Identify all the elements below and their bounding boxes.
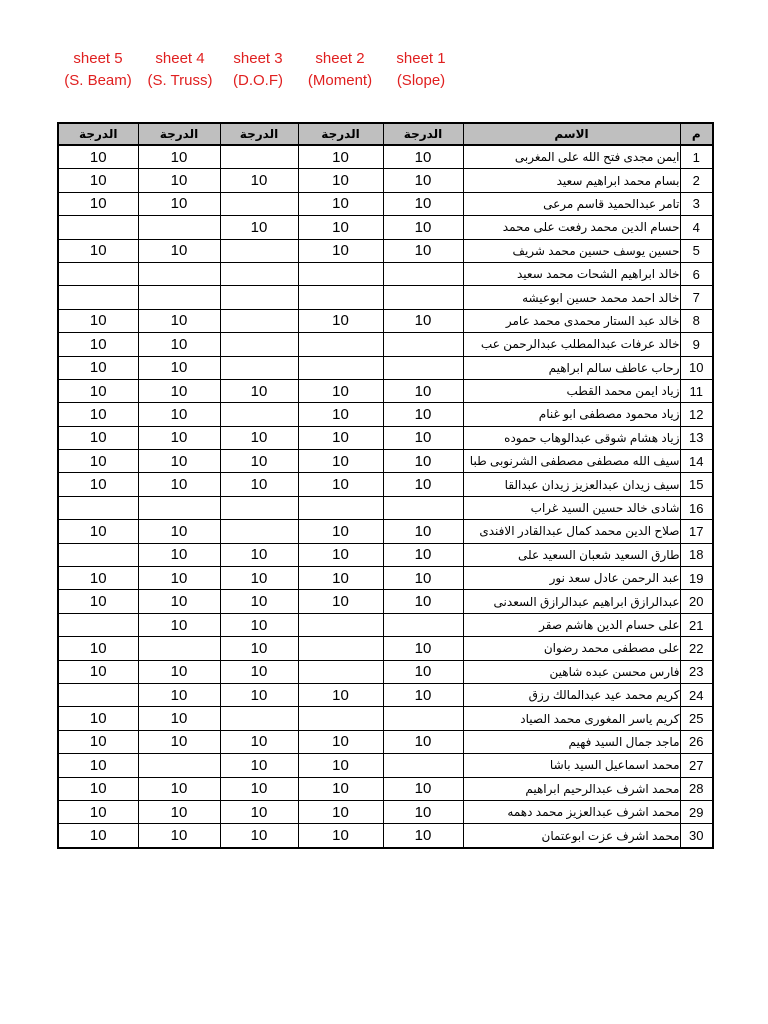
header-grade-sheet4: الدرجة [138, 123, 220, 145]
student-name-cell: محمد اشرف عبدالعزيز محمد دهمه [463, 800, 680, 823]
grade-sheet4-cell [138, 216, 220, 239]
grade-sheet3-cell: 10 [220, 754, 298, 777]
grade-sheet5-cell: 10 [58, 824, 138, 848]
table-row [58, 730, 713, 753]
grade-sheet3-cell: 10 [220, 637, 298, 660]
grade-sheet3-cell [220, 707, 298, 730]
grade-sheet4-cell: 10 [138, 379, 220, 402]
student-name-cell: كريم ياسر المغورى محمد الصياد [463, 707, 680, 730]
grade-sheet2-cell: 10 [298, 683, 383, 706]
grade-sheet5-cell: 10 [58, 403, 138, 426]
student-name-cell: سيف الله مصطفى مصطفى الشرنوبى طبا [463, 450, 680, 473]
grade-sheet5-cell: 10 [58, 356, 138, 379]
grade-sheet2-cell [298, 613, 383, 636]
grade-sheet1-cell [383, 356, 463, 379]
sheet-label-1 [381, 48, 461, 92]
grade-sheet3-cell [220, 192, 298, 215]
grade-sheet3-cell: 10 [220, 683, 298, 706]
row-number-cell: 26 [680, 730, 713, 753]
grade-sheet4-cell [138, 262, 220, 285]
grade-sheet4-cell: 10 [138, 660, 220, 683]
student-name-cell: كريم محمد عيد عبدالمالك رزق [463, 683, 680, 706]
grade-sheet2-cell: 10 [298, 239, 383, 262]
sheet-name: sheet 1 [396, 50, 446, 67]
table-row [58, 683, 713, 706]
grade-sheet3-cell [220, 496, 298, 519]
sheet-label-3 [218, 48, 298, 92]
row-number-cell: 23 [680, 660, 713, 683]
grade-sheet3-cell: 10 [220, 473, 298, 496]
student-name-cell: صلاح الدين محمد كمال عبدالقادر الافندى [463, 520, 680, 543]
grade-sheet3-cell [220, 520, 298, 543]
grade-sheet1-cell: 10 [383, 824, 463, 848]
student-name-cell: سيف زيدان عبدالعزيز زيدان عبدالقا [463, 473, 680, 496]
grade-sheet3-cell: 10 [220, 660, 298, 683]
table-row [58, 426, 713, 449]
grade-sheet2-cell [298, 333, 383, 356]
grade-sheet4-cell: 10 [138, 145, 220, 169]
grade-sheet3-cell: 10 [220, 567, 298, 590]
grade-sheet3-cell [220, 286, 298, 309]
row-number-cell: 11 [680, 379, 713, 402]
table-row [58, 216, 713, 239]
grade-sheet5-cell: 10 [58, 637, 138, 660]
grade-sheet5-cell: 10 [58, 379, 138, 402]
grade-sheet1-cell [383, 496, 463, 519]
sheet-topic: (Slope) [396, 72, 446, 89]
student-name-cell: عبد الرحمن عادل سعد نور [463, 567, 680, 590]
grade-sheet5-cell [58, 543, 138, 566]
grade-sheet1-cell [383, 754, 463, 777]
grade-sheet1-cell: 10 [383, 169, 463, 192]
grade-sheet5-cell: 10 [58, 473, 138, 496]
sheet-topic: (S. Truss) [147, 72, 213, 89]
row-number-cell: 6 [680, 262, 713, 285]
grade-sheet3-cell: 10 [220, 426, 298, 449]
grade-sheet4-cell: 10 [138, 309, 220, 332]
student-name-cell: على مصطفى محمد رضوان [463, 637, 680, 660]
sheet-name: sheet 5 [73, 50, 123, 67]
grade-sheet3-cell: 10 [220, 379, 298, 402]
table-row [58, 473, 713, 496]
grade-sheet5-cell: 10 [58, 707, 138, 730]
grade-sheet4-cell: 10 [138, 543, 220, 566]
table-row [58, 169, 713, 192]
student-name-cell: محمد اشرف عبدالرحيم ابراهيم [463, 777, 680, 800]
grade-sheet1-cell: 10 [383, 145, 463, 169]
row-number-cell: 27 [680, 754, 713, 777]
grade-sheet3-cell: 10 [220, 777, 298, 800]
grade-sheet3-cell: 10 [220, 800, 298, 823]
header-row [58, 123, 713, 145]
grade-sheet1-cell [383, 707, 463, 730]
grade-sheet4-cell: 10 [138, 824, 220, 848]
grade-sheet2-cell [298, 356, 383, 379]
grade-sheet2-cell [298, 496, 383, 519]
grade-sheet4-cell [138, 496, 220, 519]
grade-sheet1-cell: 10 [383, 473, 463, 496]
header-grade-sheet3: الدرجة [220, 123, 298, 145]
table-row [58, 567, 713, 590]
row-number-cell: 20 [680, 590, 713, 613]
grade-sheet1-cell: 10 [383, 590, 463, 613]
sheet-label-5 [58, 48, 138, 92]
row-number-cell: 9 [680, 333, 713, 356]
table-row [58, 777, 713, 800]
table-row [58, 707, 713, 730]
grade-sheet3-cell [220, 309, 298, 332]
student-name-cell: خالد احمد محمد حسين ابوعيشه [463, 286, 680, 309]
sheet-label-2 [299, 48, 381, 92]
grade-sheet3-cell: 10 [220, 169, 298, 192]
grade-sheet1-cell [383, 613, 463, 636]
grade-sheet1-cell [383, 286, 463, 309]
grade-sheet1-cell: 10 [383, 660, 463, 683]
grade-sheet5-cell: 10 [58, 754, 138, 777]
table-row [58, 333, 713, 356]
grade-sheet1-cell: 10 [383, 403, 463, 426]
grade-sheet2-cell: 10 [298, 426, 383, 449]
grade-sheet1-cell: 10 [383, 309, 463, 332]
row-number-cell: 14 [680, 450, 713, 473]
grade-sheet2-cell: 10 [298, 567, 383, 590]
student-name-cell: فارس محسن عبده شاهين [463, 660, 680, 683]
student-name-cell: رحاب عاطف سالم ابراهيم [463, 356, 680, 379]
grade-sheet2-cell: 10 [298, 450, 383, 473]
grade-sheet1-cell: 10 [383, 730, 463, 753]
grade-sheet4-cell: 10 [138, 426, 220, 449]
grade-sheet2-cell: 10 [298, 754, 383, 777]
table-row [58, 379, 713, 402]
grade-sheet5-cell [58, 683, 138, 706]
grade-sheet5-cell: 10 [58, 169, 138, 192]
student-name-cell: عبدالرازق ابراهيم عبدالرازق السعدنى [463, 590, 680, 613]
grade-sheet4-cell: 10 [138, 333, 220, 356]
grade-sheet4-cell: 10 [138, 567, 220, 590]
grade-sheet5-cell: 10 [58, 590, 138, 613]
table-row [58, 403, 713, 426]
table-row [58, 754, 713, 777]
grade-sheet5-cell: 10 [58, 567, 138, 590]
grade-sheet5-cell [58, 613, 138, 636]
grade-sheet4-cell: 10 [138, 473, 220, 496]
row-number-cell: 12 [680, 403, 713, 426]
grade-sheet2-cell: 10 [298, 473, 383, 496]
table-row [58, 239, 713, 262]
grade-sheet2-cell [298, 637, 383, 660]
grade-sheet2-cell: 10 [298, 169, 383, 192]
student-name-cell: زياد محمود مصطفى ابو غنام [463, 403, 680, 426]
table-row [58, 192, 713, 215]
grade-sheet1-cell: 10 [383, 567, 463, 590]
row-number-cell: 25 [680, 707, 713, 730]
grade-sheet5-cell: 10 [58, 450, 138, 473]
grade-sheet5-cell: 10 [58, 309, 138, 332]
grade-sheet2-cell [298, 262, 383, 285]
grade-sheet3-cell [220, 356, 298, 379]
grade-sheet2-cell: 10 [298, 520, 383, 543]
grade-sheet4-cell: 10 [138, 590, 220, 613]
table-row [58, 543, 713, 566]
student-name-cell: محمد اشرف عزت ابوعتمان [463, 824, 680, 848]
grade-sheet5-cell: 10 [58, 660, 138, 683]
sheet-label-4 [140, 48, 220, 92]
table-row [58, 613, 713, 636]
grade-sheet4-cell [138, 286, 220, 309]
sheet-topic: (S. Beam) [64, 72, 132, 89]
student-name-cell: خالد عرفات عبدالمطلب عبدالرحمن عب [463, 333, 680, 356]
grade-sheet1-cell: 10 [383, 637, 463, 660]
grade-sheet4-cell: 10 [138, 192, 220, 215]
grade-sheet1-cell: 10 [383, 239, 463, 262]
table-row [58, 309, 713, 332]
grade-sheet4-cell: 10 [138, 800, 220, 823]
row-number-cell: 18 [680, 543, 713, 566]
table-row [58, 262, 713, 285]
row-number-cell: 1 [680, 145, 713, 169]
grade-sheet1-cell: 10 [383, 800, 463, 823]
grade-sheet3-cell [220, 239, 298, 262]
grade-sheet5-cell: 10 [58, 239, 138, 262]
row-number-cell: 8 [680, 309, 713, 332]
header-grade-sheet1: الدرجة [383, 123, 463, 145]
grade-sheet2-cell: 10 [298, 543, 383, 566]
grade-sheet3-cell [220, 145, 298, 169]
grade-sheet4-cell [138, 637, 220, 660]
student-name-cell: بسام محمد ابراهيم سعيد [463, 169, 680, 192]
student-name-cell: تامر عبدالحميد قاسم مرعى [463, 192, 680, 215]
table-row [58, 450, 713, 473]
grade-sheet5-cell: 10 [58, 145, 138, 169]
grade-sheet3-cell [220, 403, 298, 426]
header-name: الاسم [463, 123, 680, 145]
grade-sheet1-cell: 10 [383, 543, 463, 566]
grade-sheet4-cell: 10 [138, 356, 220, 379]
grade-sheet3-cell: 10 [220, 590, 298, 613]
table-row [58, 356, 713, 379]
grade-sheet4-cell: 10 [138, 520, 220, 543]
row-number-cell: 30 [680, 824, 713, 848]
grade-sheet2-cell: 10 [298, 379, 383, 402]
row-number-cell: 7 [680, 286, 713, 309]
grade-sheet3-cell: 10 [220, 613, 298, 636]
student-name-cell: زياد ايمن محمد القطب [463, 379, 680, 402]
row-number-cell: 29 [680, 800, 713, 823]
table-row [58, 496, 713, 519]
grade-sheet1-cell: 10 [383, 777, 463, 800]
row-number-cell: 19 [680, 567, 713, 590]
grade-sheet3-cell: 10 [220, 730, 298, 753]
grade-sheet1-cell: 10 [383, 683, 463, 706]
grade-sheet4-cell: 10 [138, 683, 220, 706]
header-number: م [680, 123, 713, 145]
sheet-topic: (D.O.F) [233, 72, 283, 89]
row-number-cell: 2 [680, 169, 713, 192]
student-name-cell: حسام الدين محمد رفعت على محمد [463, 216, 680, 239]
grade-sheet5-cell: 10 [58, 192, 138, 215]
student-name-cell: ماجد جمال السيد فهيم [463, 730, 680, 753]
table-row [58, 800, 713, 823]
grade-sheet2-cell: 10 [298, 403, 383, 426]
grade-sheet1-cell [383, 262, 463, 285]
row-number-cell: 5 [680, 239, 713, 262]
grade-sheet2-cell: 10 [298, 800, 383, 823]
grade-sheet3-cell: 10 [220, 543, 298, 566]
grade-sheet2-cell: 10 [298, 730, 383, 753]
student-name-cell: خالد عبد الستار محمدى محمد عامر [463, 309, 680, 332]
grade-sheet4-cell: 10 [138, 403, 220, 426]
grade-sheet4-cell: 10 [138, 613, 220, 636]
grade-sheet2-cell: 10 [298, 590, 383, 613]
grade-sheet1-cell: 10 [383, 520, 463, 543]
grade-sheet4-cell: 10 [138, 707, 220, 730]
grade-sheet2-cell [298, 660, 383, 683]
table-row [58, 824, 713, 848]
row-number-cell: 21 [680, 613, 713, 636]
grade-sheet5-cell: 10 [58, 730, 138, 753]
row-number-cell: 10 [680, 356, 713, 379]
grade-sheet3-cell: 10 [220, 216, 298, 239]
grade-sheet2-cell: 10 [298, 824, 383, 848]
grade-sheet2-cell: 10 [298, 216, 383, 239]
grade-sheet1-cell: 10 [383, 450, 463, 473]
grade-sheet3-cell: 10 [220, 450, 298, 473]
student-name-cell: على حسام الدين هاشم صقر [463, 613, 680, 636]
grade-sheet4-cell: 10 [138, 730, 220, 753]
student-name-cell: ايمن مجدى فتح الله على المغربى [463, 145, 680, 169]
row-number-cell: 13 [680, 426, 713, 449]
student-name-cell: محمد اسماعيل السيد باشا [463, 754, 680, 777]
grade-sheet5-cell: 10 [58, 333, 138, 356]
grade-sheet4-cell: 10 [138, 777, 220, 800]
sheet-name: sheet 2 [315, 50, 365, 67]
row-number-cell: 22 [680, 637, 713, 660]
sheet-name: sheet 3 [233, 50, 283, 67]
student-name-cell: طارق السعيد شعبان السعيد على [463, 543, 680, 566]
row-number-cell: 24 [680, 683, 713, 706]
student-name-cell: شادى خالد حسين السيد غراب [463, 496, 680, 519]
grade-sheet1-cell [383, 333, 463, 356]
row-number-cell: 15 [680, 473, 713, 496]
grade-sheet3-cell [220, 262, 298, 285]
grade-sheet5-cell: 10 [58, 777, 138, 800]
student-name-cell: حسين يوسف حسين محمد شريف [463, 239, 680, 262]
table-row [58, 660, 713, 683]
grade-sheet2-cell: 10 [298, 145, 383, 169]
table-row [58, 590, 713, 613]
grade-sheet1-cell: 10 [383, 426, 463, 449]
row-number-cell: 4 [680, 216, 713, 239]
table-row [58, 520, 713, 543]
grades-table [57, 122, 714, 849]
row-number-cell: 17 [680, 520, 713, 543]
grade-sheet1-cell: 10 [383, 192, 463, 215]
grade-sheet5-cell: 10 [58, 426, 138, 449]
grade-sheet2-cell: 10 [298, 309, 383, 332]
grade-sheet5-cell [58, 262, 138, 285]
sheet-name: sheet 4 [155, 50, 205, 67]
table-row [58, 637, 713, 660]
grade-sheet4-cell [138, 754, 220, 777]
grade-sheet5-cell [58, 286, 138, 309]
grade-sheet4-cell: 10 [138, 450, 220, 473]
sheet-topic: (Moment) [307, 72, 373, 89]
grade-sheet5-cell: 10 [58, 520, 138, 543]
grade-sheet3-cell: 10 [220, 824, 298, 848]
grade-sheet2-cell: 10 [298, 192, 383, 215]
grade-sheet2-cell [298, 707, 383, 730]
grade-sheet4-cell: 10 [138, 239, 220, 262]
row-number-cell: 3 [680, 192, 713, 215]
grade-sheet5-cell [58, 496, 138, 519]
header-grade-sheet5: الدرجة [58, 123, 138, 145]
grade-sheet5-cell: 10 [58, 800, 138, 823]
grade-sheet2-cell [298, 286, 383, 309]
grade-sheet1-cell: 10 [383, 216, 463, 239]
student-name-cell: زياد هشام شوقى عبدالوهاب حموده [463, 426, 680, 449]
row-number-cell: 28 [680, 777, 713, 800]
student-name-cell: خالد ابراهيم الشحات محمد سعيد [463, 262, 680, 285]
grade-sheet5-cell [58, 216, 138, 239]
table-row [58, 145, 713, 169]
grade-sheet2-cell: 10 [298, 777, 383, 800]
grade-sheet4-cell: 10 [138, 169, 220, 192]
table-row [58, 286, 713, 309]
grade-sheet3-cell [220, 333, 298, 356]
grade-sheet1-cell: 10 [383, 379, 463, 402]
row-number-cell: 16 [680, 496, 713, 519]
header-grade-sheet2: الدرجة [298, 123, 383, 145]
